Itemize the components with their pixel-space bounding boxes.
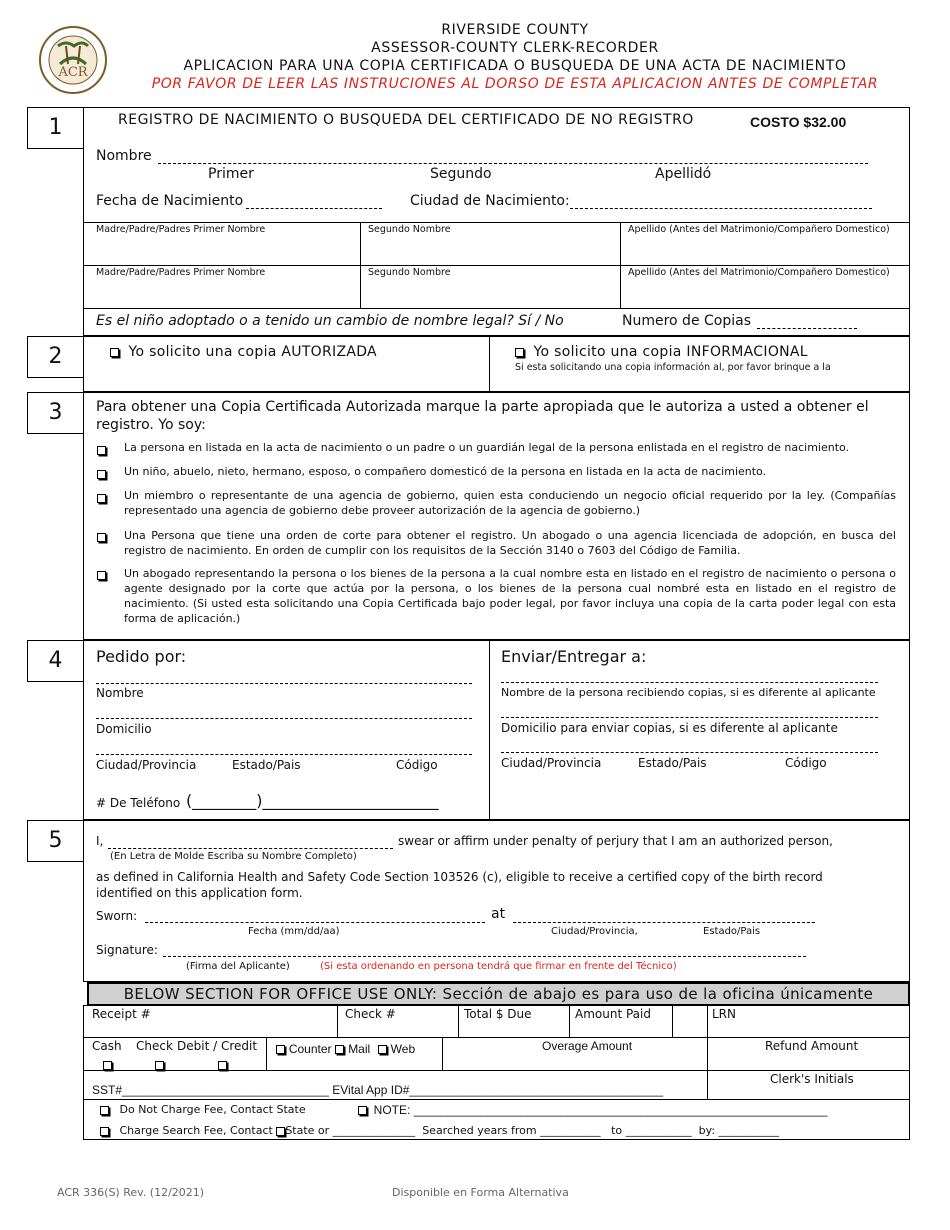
option-1-checkbox[interactable] [97,446,106,455]
amount-paid-label: Amount Paid [575,1007,651,1021]
option-5-text: Un abogado representando la persona o los bienes de la persona a la cual nombre esta en listado en el registro de nacimiento o persona o agente designado por la corte que actúa por la persona, o los bienes de la persona cual nombré esta en listado en el registro de nacimiento. (Si usted esta solicitando una Copia Certificada bajo poder legal, por favor incluya una copia de la carta poder legal con esta forma de aplicación.) [124,567,896,625]
parent2-last-label: Apellido (Antes del Matrimonio/Compañero Domestico) [628,267,890,278]
birth-city-field[interactable] [570,208,872,209]
web-checkbox[interactable] [378,1045,387,1054]
signature-field[interactable] [163,956,806,957]
mail-zip-caption: Código [785,756,827,770]
i-label: I, [96,834,104,848]
option-2-checkbox[interactable] [97,470,106,479]
charge-search-checkbox[interactable] [100,1127,109,1136]
option-2-text: Un niño, abuelo, nieto, hermano, esposo, o compañero domesticó de la persona en listada en la acta de nacimiento. [124,465,767,478]
state-caption: Estado/Pais [703,926,761,937]
sworn-label: Sworn: [96,909,138,923]
city-caption: Ciudad/Provincia, [551,926,638,937]
mail-checkbox[interactable] [335,1045,344,1054]
seal-initials: ACR [58,65,88,80]
name-label: Nombre [96,148,152,164]
mail-state-caption: Estado/Pais [638,756,707,770]
sst-label: SST#_______________________________ EVital App ID#______________________________________ [92,1083,664,1097]
clerk-initials-label: Clerk's Initials [770,1072,854,1086]
dob-field[interactable] [246,208,382,209]
alternative-format: Disponible en Forma Alternativa [392,1186,569,1199]
ordered-by-label: Pedido por: [96,647,187,666]
office-use-title: BELOW SECTION FOR OFFICE USE ONLY: Sección de abajo es para uso de la oficina únicamente [87,982,910,1006]
phone-field[interactable]: (________)______________________ [186,791,439,810]
section-3-intro: Para obtener una Copia Certificada Autorizada marque la parte apropiada que le autoriza a usted a obtener el registro. Yo soy: [96,399,869,433]
ordered-address-caption: Domicilio [96,722,152,736]
authorized-checkbox[interactable] [110,348,119,357]
check-checkbox[interactable] [155,1061,164,1070]
ordered-city-caption: Ciudad/Provincia [96,758,197,772]
ordered-city-field[interactable] [96,754,472,755]
option-4-checkbox[interactable] [97,533,106,542]
no-charge-option[interactable]: Do Not Charge Fee, Contact State [100,1103,306,1116]
section-2-number: 2 [27,336,84,378]
ordered-state-caption: Estado/Pais [232,758,301,772]
copies-field[interactable] [757,328,857,329]
option-3-text: Un miembro o representante de una agencia de gobierno, quien esta conduciendo un negocio oficial requerido por la ley. (Compañías representado una agencia de gobierno debe proveer autorización de la agencia de gobierno.) [124,489,896,517]
declarant-name-field[interactable] [108,848,393,849]
informational-copy-option[interactable]: Yo solicito una copia INFORMACIONAL [515,344,808,360]
parent1-last-label: Apellido (Antes del Matrimonio/Compañero Domestico) [628,224,890,235]
section-4-number: 4 [27,640,84,682]
option-5-checkbox[interactable] [97,571,106,580]
parent2-second-label: Segundo Nombre [368,267,451,278]
cash-checkbox[interactable] [103,1061,112,1070]
section-3-number: 3 [27,392,84,434]
authorized-copy-option[interactable]: Yo solicito una copia AUTORIZADA [110,344,377,360]
header-office: ASSESSOR-COUNTY CLERK-RECORDER [371,40,659,56]
charge-search-option[interactable]: Charge Search Fee, Contact State or _______________ Searched years from ___________ to ____________ by: ___________ [100,1124,779,1137]
cash-label: Cash [92,1039,122,1053]
debit-credit-label: Debit / Credit [177,1039,258,1053]
parent1-first-label: Madre/Padre/Padres Primer Nombre [96,224,266,235]
refund-label: Refund Amount [765,1039,859,1053]
counter-checkbox[interactable] [276,1045,285,1054]
name-field[interactable] [158,163,868,164]
check-number-label: Check # [345,1007,396,1021]
mail-city-caption: Ciudad/Provincia [501,756,602,770]
signature-in-person-note: (Si esta ordenando en persona tendrá que firmar en frente del Técnico) [320,961,677,972]
adopted-question[interactable]: Es el niño adoptado o a tenido un cambio de nombre legal? Sí / No [96,313,564,329]
informational-checkbox[interactable] [515,348,524,357]
phone-label: # De Teléfono [96,796,181,810]
section-5-number: 5 [27,820,84,862]
check-label: Check [136,1039,173,1053]
header-form-title: APLICACION PARA UNA COPIA CERTIFICADA O BUSQUEDA DE UNA ACTA DE NACIMIENTO [183,58,847,74]
at-label: at [491,906,506,922]
recipient-caption: Nombre de la persona recibiendo copias, si es diferente al aplicante [501,686,876,699]
date-caption: Fecha (mm/dd/aa) [248,926,340,937]
ordered-name-caption: Nombre [96,686,144,700]
overage-label: Overage Amount [542,1039,633,1053]
option-4-text: Una Persona que tiene una orden de corte para obtener el registro. Un abogado o una agencia licenciada de adopción, en busca del registro de nacimiento. En orden de cumplir con los requisitos de la Sección 3140 o 7603 del Código de Familia. [124,529,896,557]
option-1-text: La persona en listada en la acta de nacimiento o un padre o un guardián legal de la persona enlistada en el registro de nacimiento. [124,441,850,454]
lrn-label: LRN [712,1007,736,1021]
print-name-caption: (En Letra de Molde Escriba su Nombre Completo) [110,851,357,862]
mail-address-caption: Domicilio para enviar copias, si es diferente al aplicante [501,721,838,735]
defined-text: as defined in California Health and Safety Code Section 103526 (c), eligible to receive a certified copy of the birth record identified on this application form. [96,870,823,900]
header-county: RIVERSIDE COUNTY [441,22,589,38]
section-1-number: 1 [27,107,84,149]
note-checkbox[interactable] [358,1106,367,1115]
parent1-second-label: Segundo Nombre [368,224,451,235]
dob-label: Fecha de Nacimiento [96,193,244,209]
send-to-label: Enviar/Entregar a: [501,647,647,666]
copies-label: Numero de Copias [622,313,752,329]
ordered-address-field[interactable] [96,718,472,719]
total-due-label: Total $ Due [464,1007,532,1021]
ordered-name-field[interactable] [96,683,472,684]
section-1-title: REGISTRO DE NACIMIENTO O BUSQUEDA DEL CERTIFICADO DE NO REGISTRO [118,112,694,128]
receipt-label: Receipt # [92,1007,151,1021]
mail-city-field[interactable] [501,752,878,753]
last-name-caption: Apellidó [655,166,712,182]
second-name-caption: Segundo [430,166,492,182]
informational-note: Si esta solicitando una copia información al, por favor brinque a la [515,362,831,373]
mail-address-field[interactable] [501,717,878,718]
signature-label: Signature: [96,943,158,957]
debit-checkbox[interactable] [218,1061,227,1070]
sworn-place-field[interactable] [513,922,815,923]
option-3-checkbox[interactable] [97,494,106,503]
first-name-caption: Primer [208,166,254,182]
counter-option[interactable]: Counter Mail Web [276,1042,415,1056]
state-checkbox[interactable] [276,1127,285,1136]
signature-caption: (Firma del Aplicante) [186,961,290,972]
county-seal [38,24,108,96]
ordered-zip-caption: Código [396,758,438,772]
birth-city-label: Ciudad de Nacimiento: [410,193,570,209]
recipient-field[interactable] [501,682,878,683]
cost-label: COSTO $32.00 [750,114,847,130]
sworn-date-field[interactable] [145,922,485,923]
no-charge-checkbox[interactable] [100,1106,109,1115]
header-instructions: POR FAVOR DE LEER LAS INSTRUCIONES AL DORSO DE ESTA APLICACION ANTES DE COMPLETAR [151,76,879,92]
parent2-first-label: Madre/Padre/Padres Primer Nombre [96,267,266,278]
swear-text: swear or affirm under penalty of perjury that I am an authorized person, [398,834,833,848]
note-field[interactable]: NOTE: ______________________________________________________________ [358,1103,827,1117]
form-id: ACR 336(S) Rev. (12/2021) [57,1186,205,1199]
